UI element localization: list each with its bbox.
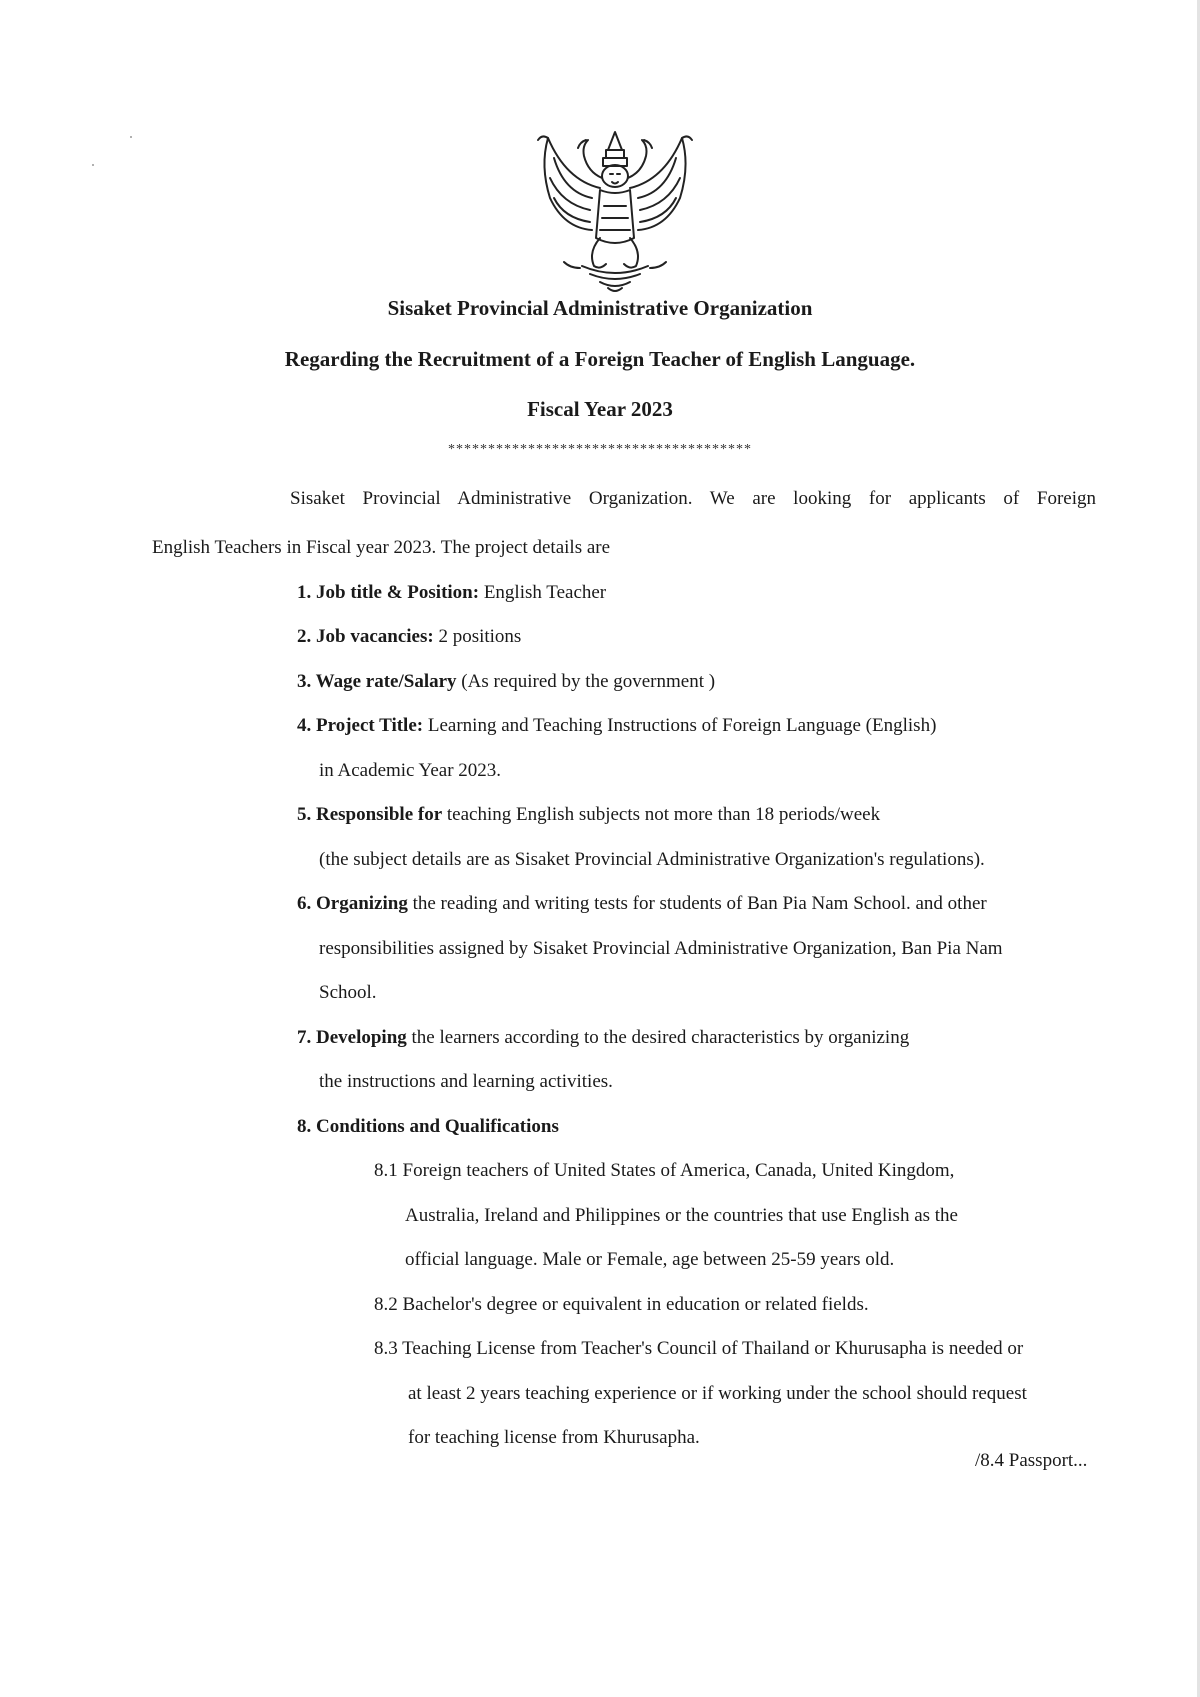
qualification-8-3-line-3: for teaching license from Khurusapha.: [408, 1427, 700, 1448]
item-job-title: 1. Job title & Position: English Teacher: [297, 582, 607, 603]
next-page-marker: /8.4 Passport...: [975, 1450, 1088, 1471]
garuda-emblem-icon: [520, 118, 710, 298]
separator-line: **************************************: [448, 442, 752, 457]
qualification-8-3-line-1: 8.3 Teaching License from Teacher's Council of Thailand or Khurusapha is needed or: [374, 1338, 1024, 1359]
item-organizing-cont-1: responsibilities assigned by Sisaket Provincial Administrative Organization, Ban Pia Nam: [319, 938, 1003, 959]
scan-speck: [92, 164, 94, 166]
item-responsible-for: 5. Responsible for teaching English subjects not more than 18 periods/week: [297, 804, 881, 825]
announcement-subject: Regarding the Recruitment of a Foreign Teacher of English Language.: [284, 347, 916, 371]
item-developing: 7. Developing the learners according to the desired characteristics by organizing: [297, 1027, 910, 1048]
qualification-8-1-line-3: official language. Male or Female, age between 25-59 years old.: [405, 1249, 895, 1270]
item-job-vacancies: 2. Job vacancies: 2 positions: [297, 626, 522, 647]
item-project-title-cont: in Academic Year 2023.: [319, 760, 502, 781]
item-organizing-cont-2: School.: [319, 982, 377, 1003]
item-project-title: 4. Project Title: Learning and Teaching Instructions of Foreign Language (English): [297, 715, 937, 736]
item-wage-rate: 3. Wage rate/Salary (As required by the government ): [297, 671, 716, 692]
organization-title: Sisaket Provincial Administrative Organization: [387, 296, 813, 320]
item-organizing: 6. Organizing the reading and writing tests for students of Ban Pia Nam School. and other: [297, 893, 987, 914]
item-responsible-for-cont: (the subject details are as Sisaket Provincial Administrative Organization's regulations).: [319, 849, 985, 870]
fiscal-year-heading: Fiscal Year 2023: [527, 397, 673, 421]
qualification-8-1-line-1: 8.1 Foreign teachers of United States of America, Canada, United Kingdom,: [374, 1160, 955, 1181]
intro-line-2: English Teachers in Fiscal year 2023. The project details are: [152, 537, 611, 558]
qualification-8-2: 8.2 Bachelor's degree or equivalent in education or related fields.: [374, 1294, 869, 1315]
qualification-8-1-line-2: Australia, Ireland and Philippines or the countries that use English as the: [405, 1205, 958, 1226]
intro-line-1: Sisaket Provincial Administrative Organization. We are looking for applicants of Foreign: [290, 488, 1096, 509]
scan-speck: [130, 136, 132, 138]
qualification-8-3-line-2: at least 2 years teaching experience or if working under the school should request: [408, 1383, 1027, 1404]
item-developing-cont: the instructions and learning activities.: [319, 1071, 613, 1092]
item-conditions-heading: 8. Conditions and Qualifications: [297, 1116, 559, 1137]
